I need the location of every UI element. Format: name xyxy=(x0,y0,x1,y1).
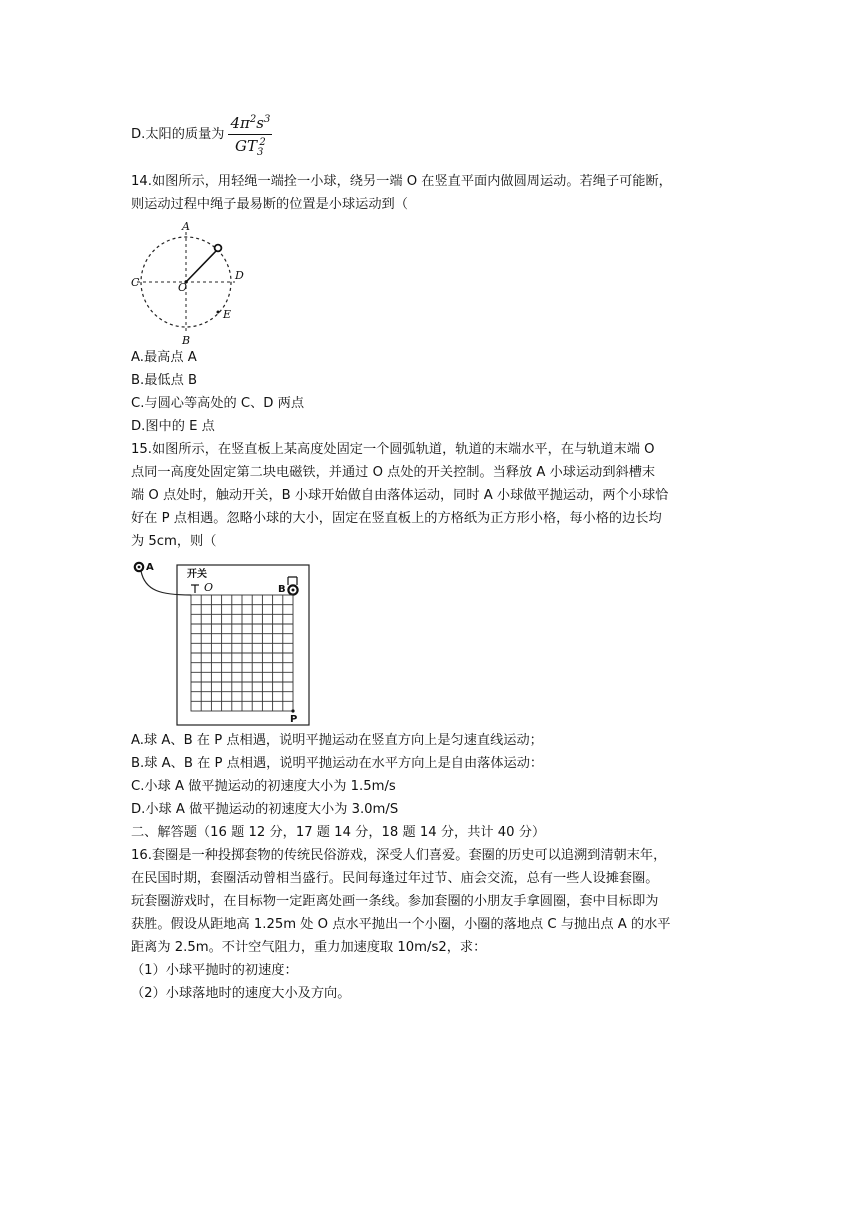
q16-part-1: （1）小球平抛时的初速度： xyxy=(131,963,298,978)
q14-option-a: A.最高点 A xyxy=(131,350,197,365)
arc-track xyxy=(141,571,191,595)
label-switch: 开关 xyxy=(187,569,207,580)
label-o: O xyxy=(204,581,214,594)
q15-stem-line-2: 点同一高度处固定第二块电磁铁，并通过 O 点处的开关控制。当释放 A 小球运动到斜槽末 xyxy=(131,465,656,480)
section-heading-answer-questions: 二、解答题（16 题 12 分，17 题 14 分，18 题 14 分，共计 40 分） xyxy=(131,825,546,840)
q15-option-d: D.小球 A 做平抛运动的初速度大小为 3.0m/S xyxy=(131,802,399,817)
electromagnet xyxy=(288,577,297,585)
question-14 xyxy=(131,170,731,438)
q15-stem-line-5: 为 5cm，则（ xyxy=(131,534,217,549)
q15-stem-line-1: 15.如图所示，在竖直板上某高度处固定一个圆弧轨道，轨道的末端水平，在与轨道末端 O xyxy=(131,442,655,457)
label-p: P xyxy=(290,714,298,725)
q16-stem-line-1: 16.套圈是一种投掷套物的传统民俗游戏，深受人们喜爱。套圈的历史可以追溯到清朝末年， xyxy=(131,848,667,863)
square-grid xyxy=(191,595,293,711)
q15-grid-apparatus-figure xyxy=(131,557,316,729)
q13-option-d-prefix: D.太阳的质量为 xyxy=(131,126,225,142)
label-o: O xyxy=(178,281,188,294)
point-e-dot xyxy=(217,311,220,314)
label-d: D xyxy=(235,269,244,282)
label-a: A xyxy=(146,562,154,573)
q14-stem-line-1: 14.如图所示，用轻绳一端拴一小球，绕另一端 O 在竖直平面内做圆周运动。若绳子可能断， xyxy=(131,174,672,189)
q14-option-c: C.与圆心等高处的 C、D 两点 xyxy=(131,396,305,411)
question-15 xyxy=(131,438,731,821)
formula-numerator: $4\pi^2s^3$ xyxy=(228,114,272,135)
q14-stem-line-2: 则运动过程中绳子最易断的位置是小球运动到（ xyxy=(131,197,408,212)
q15-option-a: A.球 A、B 在 P 点相遇，说明平抛运动在竖直方向上是匀速直线运动； xyxy=(131,733,543,748)
formula-denominator: $GT_3^2$ xyxy=(235,136,266,158)
point-p-dot xyxy=(291,709,294,712)
q16-stem-line-5: 距离为 2.5m。不计空气阻力，重力加速度取 10m/s2，求： xyxy=(131,940,487,955)
ball xyxy=(215,245,222,252)
q15-option-b: B.球 A、B 在 P 点相遇，说明平抛运动在水平方向上是自由落体运动： xyxy=(131,756,544,771)
q16-stem-line-3: 玩套圈游戏时，在目标物一定距离处画一条线。参加套圈的小朋友手拿圆圈，套中目标即为 xyxy=(131,894,659,909)
label-b: B xyxy=(278,584,286,595)
ball-a-core xyxy=(138,566,141,569)
q16-stem-line-2: 在民国时期，套圈活动曾相当盛行。民间每逢过年过节、庙会交流，总有一些人设摊套圈。 xyxy=(131,871,659,886)
q14-circle-figure xyxy=(131,218,261,346)
q15-option-c: C.小球 A 做平抛运动的初速度大小为 1.5m/s xyxy=(131,779,396,794)
label-b: B xyxy=(182,334,191,346)
ball-b-core xyxy=(292,589,295,592)
exam-page xyxy=(131,100,731,1005)
q14-option-b: B.最低点 B xyxy=(131,373,198,388)
q16-stem-line-4: 获胜。假设从距地高 1.25m 处 O 点水平抛出一个小圈，小圈的落地点 C 与抛出点 A 的水平 xyxy=(131,917,671,932)
label-a: A xyxy=(182,220,190,233)
question-16 xyxy=(131,844,731,1005)
label-c: C xyxy=(131,276,140,289)
q15-stem-line-3: 端 O 点处时，触动开关，B 小球开始做自由落体运动，同时 A 小球做平抛运动，两个小球恰 xyxy=(131,488,669,503)
q13-option-d xyxy=(131,104,731,164)
sun-mass-formula xyxy=(228,113,272,158)
rope xyxy=(186,250,217,282)
q15-stem-line-4: 好在 P 点相遇。忽略小球的大小，固定在竖直板上的方格纸为正方形小格，每小格的边长均 xyxy=(131,511,662,526)
label-e: E xyxy=(223,308,232,321)
q16-part-2: （2）小球落地时的速度大小及方向。 xyxy=(131,986,351,1001)
q14-option-d: D.图中的 E 点 xyxy=(131,419,215,434)
